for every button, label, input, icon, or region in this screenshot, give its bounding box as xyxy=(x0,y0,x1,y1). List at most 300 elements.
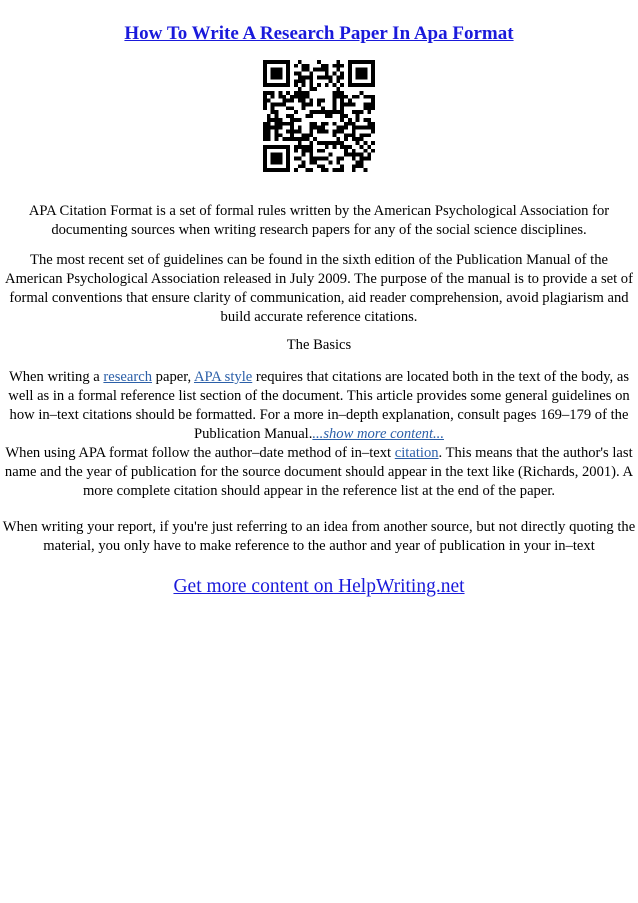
qr-module xyxy=(360,60,364,64)
qr-module xyxy=(348,60,352,64)
qr-module xyxy=(340,75,344,79)
qr-module xyxy=(290,122,294,126)
link-apa-style[interactable]: APA style xyxy=(193,369,253,385)
qr-module xyxy=(282,102,286,106)
qr-module xyxy=(271,153,275,157)
qr-module xyxy=(271,118,275,122)
qr-module xyxy=(348,72,352,76)
qr-module xyxy=(298,99,302,103)
qr-module xyxy=(367,102,371,106)
qr-module xyxy=(309,114,313,118)
qr-module xyxy=(298,145,302,149)
qr-module xyxy=(336,75,340,79)
qr-module xyxy=(336,130,340,134)
qr-module xyxy=(340,168,344,172)
qr-module xyxy=(286,164,290,168)
qr-module xyxy=(321,110,325,114)
qr-module xyxy=(263,160,267,164)
qr-module xyxy=(344,95,348,99)
qr-module xyxy=(290,118,294,122)
qr-module xyxy=(275,110,279,114)
qr-module xyxy=(298,91,302,95)
qr-module xyxy=(263,83,267,87)
qr-module xyxy=(333,133,337,137)
qr-module xyxy=(263,60,267,64)
section-heading-basics: The Basics xyxy=(286,337,352,353)
qr-code-icon xyxy=(263,60,375,172)
qr-module xyxy=(275,60,279,64)
qr-module xyxy=(371,79,375,83)
qr-module xyxy=(352,102,356,106)
qr-module xyxy=(278,168,282,172)
qr-module xyxy=(360,68,364,72)
qr-module xyxy=(298,130,302,134)
qr-module xyxy=(352,149,356,153)
qr-module xyxy=(302,137,306,141)
qr-module xyxy=(356,164,360,168)
qr-module xyxy=(275,72,279,76)
qr-module xyxy=(263,91,267,95)
qr-module xyxy=(367,106,371,110)
qr-module xyxy=(267,133,271,137)
qr-module xyxy=(336,110,340,114)
qr-module xyxy=(313,160,317,164)
qr-module xyxy=(263,72,267,76)
qr-module xyxy=(305,91,309,95)
qr-module xyxy=(363,95,367,99)
qr-module xyxy=(313,87,317,91)
qr-module xyxy=(325,145,329,149)
qr-module xyxy=(352,126,356,130)
qr-module xyxy=(290,114,294,118)
qr-module xyxy=(325,72,329,76)
qr-module xyxy=(278,91,282,95)
qr-module xyxy=(356,118,360,122)
qr-module xyxy=(286,83,290,87)
qr-module xyxy=(309,133,313,137)
qr-module xyxy=(340,130,344,134)
qr-module xyxy=(321,99,325,103)
qr-module xyxy=(340,110,344,114)
qr-module xyxy=(352,168,356,172)
qr-module xyxy=(321,164,325,168)
qr-module xyxy=(363,141,367,145)
qr-module xyxy=(271,110,275,114)
qr-module xyxy=(267,114,271,118)
paragraph-report: When writing your report, if you're just referring to an idea from another source, but not directly quoting the material, you only have to make reference to the author and year of publication in your in–text xyxy=(2,519,636,554)
qr-module xyxy=(367,83,371,87)
qr-module xyxy=(271,91,275,95)
qr-module xyxy=(305,145,309,149)
qr-module xyxy=(371,75,375,79)
qr-module xyxy=(271,102,275,106)
qr-module xyxy=(371,122,375,126)
qr-module xyxy=(286,79,290,83)
qr-module xyxy=(263,75,267,79)
qr-module xyxy=(340,102,344,106)
qr-module xyxy=(325,168,329,172)
qr-module xyxy=(282,83,286,87)
link-research[interactable]: research xyxy=(103,369,153,385)
qr-module xyxy=(278,72,282,76)
qr-module xyxy=(286,99,290,103)
qr-module xyxy=(267,137,271,141)
qr-module xyxy=(317,149,321,153)
qr-module xyxy=(275,68,279,72)
qr-module xyxy=(360,75,364,79)
qr-module xyxy=(344,145,348,149)
qr-module xyxy=(271,68,275,72)
paragraph-guidelines: The most recent set of guidelines can be found in the sixth edition of the Publication Manual of the American Psychological Association released in July 2009. The purpose of the manual is to provide a set of formal conventions that ensure clarity of communication, aid reader comprehension, avoid plagiarism and build accurate reference citations. xyxy=(5,252,633,325)
qr-module xyxy=(336,141,340,145)
qr-module xyxy=(329,153,333,157)
qr-module xyxy=(286,72,290,76)
qr-module xyxy=(302,91,306,95)
qr-module xyxy=(286,91,290,95)
qr-module xyxy=(294,91,298,95)
qr-module xyxy=(294,72,298,76)
qr-module xyxy=(371,102,375,106)
qr-module xyxy=(278,75,282,79)
qr-module xyxy=(333,64,337,68)
qr-module xyxy=(309,126,313,130)
qr-module xyxy=(309,79,313,83)
qr-module xyxy=(275,75,279,79)
qr-module xyxy=(340,145,344,149)
qr-module xyxy=(267,83,271,87)
qr-module xyxy=(325,122,329,126)
qr-module xyxy=(348,145,352,149)
qr-module xyxy=(360,157,364,161)
qr-module xyxy=(336,79,340,83)
qr-module xyxy=(352,157,356,161)
qr-module xyxy=(363,149,367,153)
qr-module xyxy=(371,95,375,99)
qr-module xyxy=(271,160,275,164)
qr-module xyxy=(305,64,309,68)
qr-module xyxy=(321,68,325,72)
qr-module xyxy=(271,83,275,87)
qr-module xyxy=(302,102,306,106)
qr-module xyxy=(294,110,298,114)
qr-module xyxy=(317,60,321,64)
qr-module xyxy=(278,118,282,122)
qr-module xyxy=(275,114,279,118)
qr-module xyxy=(282,95,286,99)
qr-module xyxy=(298,72,302,76)
qr-module xyxy=(329,79,333,83)
qr-module xyxy=(267,122,271,126)
qr-module xyxy=(321,106,325,110)
qr-module xyxy=(367,95,371,99)
qr-module xyxy=(348,83,352,87)
qr-module xyxy=(286,149,290,153)
qr-module xyxy=(344,149,348,153)
qr-module xyxy=(360,145,364,149)
qr-module xyxy=(278,83,282,87)
qr-module xyxy=(309,157,313,161)
qr-module xyxy=(336,68,340,72)
qr-module xyxy=(263,168,267,172)
qr-module xyxy=(336,137,340,141)
qr-module xyxy=(363,102,367,106)
qr-module xyxy=(344,153,348,157)
qr-module xyxy=(360,160,364,164)
page-title xyxy=(0,22,638,46)
qr-module xyxy=(360,110,364,114)
qr-module xyxy=(356,95,360,99)
qr-module xyxy=(336,64,340,68)
qr-module xyxy=(363,68,367,72)
qr-module xyxy=(367,122,371,126)
qr-module xyxy=(333,72,337,76)
qr-module xyxy=(340,91,344,95)
qr-module xyxy=(271,60,275,64)
qr-module xyxy=(309,160,313,164)
qr-module xyxy=(298,95,302,99)
qr-module xyxy=(340,99,344,103)
qr-module xyxy=(275,137,279,141)
qr-module xyxy=(356,60,360,64)
qr-module xyxy=(325,75,329,79)
qr-module xyxy=(333,91,337,95)
qr-module xyxy=(286,137,290,141)
qr-module xyxy=(298,126,302,130)
qr-module xyxy=(271,145,275,149)
qr-module xyxy=(340,106,344,110)
qr-module xyxy=(278,68,282,72)
qr-module xyxy=(317,99,321,103)
text-segment: requires that citations are located both in the text of the body, as well as in a formal reference list section of the document. This article provides some general guidelines on how in–text citations should be formatted. For a more in–depth explanation, consult pages 169–179 of the Publication Manual. xyxy=(8,369,630,442)
qr-module xyxy=(302,153,306,157)
qr-module xyxy=(275,130,279,134)
qr-module xyxy=(371,60,375,64)
qr-module xyxy=(302,149,306,153)
qr-module xyxy=(363,168,367,172)
qr-module xyxy=(313,68,317,72)
qr-module xyxy=(336,60,340,64)
qr-module xyxy=(286,130,290,134)
qr-module xyxy=(367,153,371,157)
qr-module xyxy=(325,83,329,87)
qr-module xyxy=(278,60,282,64)
qr-module xyxy=(325,141,329,145)
qr-module xyxy=(309,153,313,157)
qr-module xyxy=(356,110,360,114)
qr-module xyxy=(278,133,282,137)
qr-module xyxy=(302,160,306,164)
qr-module xyxy=(340,95,344,99)
qr-module xyxy=(344,122,348,126)
qr-module xyxy=(309,72,313,76)
qr-module xyxy=(340,118,344,122)
qr-module xyxy=(290,106,294,110)
qr-module xyxy=(348,102,352,106)
qr-module xyxy=(286,145,290,149)
qr-module xyxy=(333,83,337,87)
qr-module xyxy=(356,114,360,118)
qr-module xyxy=(294,149,298,153)
qr-module xyxy=(340,126,344,130)
qr-module xyxy=(294,130,298,134)
qr-module xyxy=(302,68,306,72)
qr-module xyxy=(356,83,360,87)
qr-module xyxy=(267,60,271,64)
qr-module xyxy=(302,164,306,168)
qr-module xyxy=(344,133,348,137)
qr-module xyxy=(317,130,321,134)
qr-module xyxy=(267,91,271,95)
qr-module xyxy=(360,133,364,137)
qr-module xyxy=(302,75,306,79)
qr-module xyxy=(294,83,298,87)
qr-module xyxy=(329,160,333,164)
qr-module xyxy=(344,137,348,141)
qr-module xyxy=(340,72,344,76)
qr-module xyxy=(317,75,321,79)
qr-module xyxy=(360,164,364,168)
qr-module xyxy=(282,168,286,172)
qr-module xyxy=(298,79,302,83)
qr-module xyxy=(356,126,360,130)
qr-module xyxy=(286,68,290,72)
qr-module xyxy=(267,145,271,149)
qr-module xyxy=(305,75,309,79)
qr-module xyxy=(305,114,309,118)
qr-module xyxy=(348,99,352,103)
qr-module xyxy=(309,130,313,134)
qr-module xyxy=(348,75,352,79)
qr-module xyxy=(360,91,364,95)
qr-module xyxy=(263,99,267,103)
qr-module xyxy=(333,99,337,103)
qr-module xyxy=(363,157,367,161)
qr-module xyxy=(263,149,267,153)
qr-module xyxy=(317,68,321,72)
qr-module xyxy=(321,149,325,153)
qr-module xyxy=(352,153,356,157)
qr-module xyxy=(348,118,352,122)
qr-module xyxy=(371,83,375,87)
qr-module xyxy=(267,168,271,172)
qr-module xyxy=(305,133,309,137)
qr-module xyxy=(278,157,282,161)
qr-module xyxy=(263,133,267,137)
qr-module xyxy=(294,137,298,141)
qr-module xyxy=(263,106,267,110)
qr-module xyxy=(313,126,317,130)
qr-module xyxy=(356,141,360,145)
qr-module xyxy=(333,122,337,126)
qr-module xyxy=(371,106,375,110)
qr-module xyxy=(305,137,309,141)
qr-module xyxy=(278,160,282,164)
qr-module xyxy=(352,95,356,99)
get-more-content-link[interactable]: Get more content on HelpWriting.net xyxy=(173,576,465,597)
qr-module xyxy=(282,99,286,103)
qr-module xyxy=(263,157,267,161)
qr-module xyxy=(321,64,325,68)
qr-module xyxy=(317,83,321,87)
text-segment: When writing a xyxy=(8,369,104,385)
title-link[interactable]: How To Write A Research Paper In Apa Format xyxy=(124,23,514,44)
qr-module xyxy=(340,64,344,68)
qr-module xyxy=(340,141,344,145)
qr-module xyxy=(290,137,294,141)
qr-module xyxy=(298,141,302,145)
qr-module xyxy=(309,110,313,114)
qr-module xyxy=(309,87,313,91)
qr-module xyxy=(286,122,290,126)
qr-module xyxy=(367,110,371,114)
qr-module xyxy=(286,114,290,118)
qr-module xyxy=(336,91,340,95)
qr-module xyxy=(286,106,290,110)
qr-module xyxy=(282,122,286,126)
qr-module xyxy=(371,130,375,134)
qr-module xyxy=(275,126,279,130)
qr-module xyxy=(367,145,371,149)
qr-module xyxy=(329,141,333,145)
qr-module xyxy=(336,168,340,172)
qr-module xyxy=(321,168,325,172)
qr-module xyxy=(336,157,340,161)
qr-module xyxy=(352,137,356,141)
qr-module xyxy=(302,99,306,103)
qr-module xyxy=(321,126,325,130)
qr-module xyxy=(348,122,352,126)
qr-module xyxy=(305,102,309,106)
qr-module xyxy=(275,118,279,122)
qr-module xyxy=(371,99,375,103)
qr-module xyxy=(356,75,360,79)
qr-module xyxy=(286,75,290,79)
text-segment: paper, xyxy=(152,369,194,385)
qr-module xyxy=(360,83,364,87)
qr-module xyxy=(363,60,367,64)
qr-module xyxy=(263,122,267,126)
qr-module xyxy=(356,72,360,76)
qr-module xyxy=(271,157,275,161)
qr-module xyxy=(294,118,298,122)
qr-module xyxy=(294,168,298,172)
qr-module xyxy=(275,83,279,87)
qr-module xyxy=(336,95,340,99)
qr-module xyxy=(302,83,306,87)
qr-module xyxy=(348,153,352,157)
qr-module xyxy=(298,87,302,91)
qr-module xyxy=(321,75,325,79)
qr-module xyxy=(344,126,348,130)
qr-module xyxy=(317,126,321,130)
qr-module xyxy=(298,137,302,141)
qr-module xyxy=(309,75,313,79)
qr-module xyxy=(286,60,290,64)
qr-module xyxy=(263,130,267,134)
link-citation[interactable]: citation xyxy=(394,445,439,461)
qr-module xyxy=(309,149,313,153)
qr-module xyxy=(309,99,313,103)
qr-module xyxy=(371,68,375,72)
qr-module xyxy=(278,153,282,157)
qr-module xyxy=(263,164,267,168)
show-more-link[interactable]: ...show more content... xyxy=(312,426,444,442)
qr-module xyxy=(325,157,329,161)
qr-module xyxy=(363,75,367,79)
qr-module xyxy=(344,102,348,106)
qr-module xyxy=(333,95,337,99)
qr-module xyxy=(329,110,333,114)
